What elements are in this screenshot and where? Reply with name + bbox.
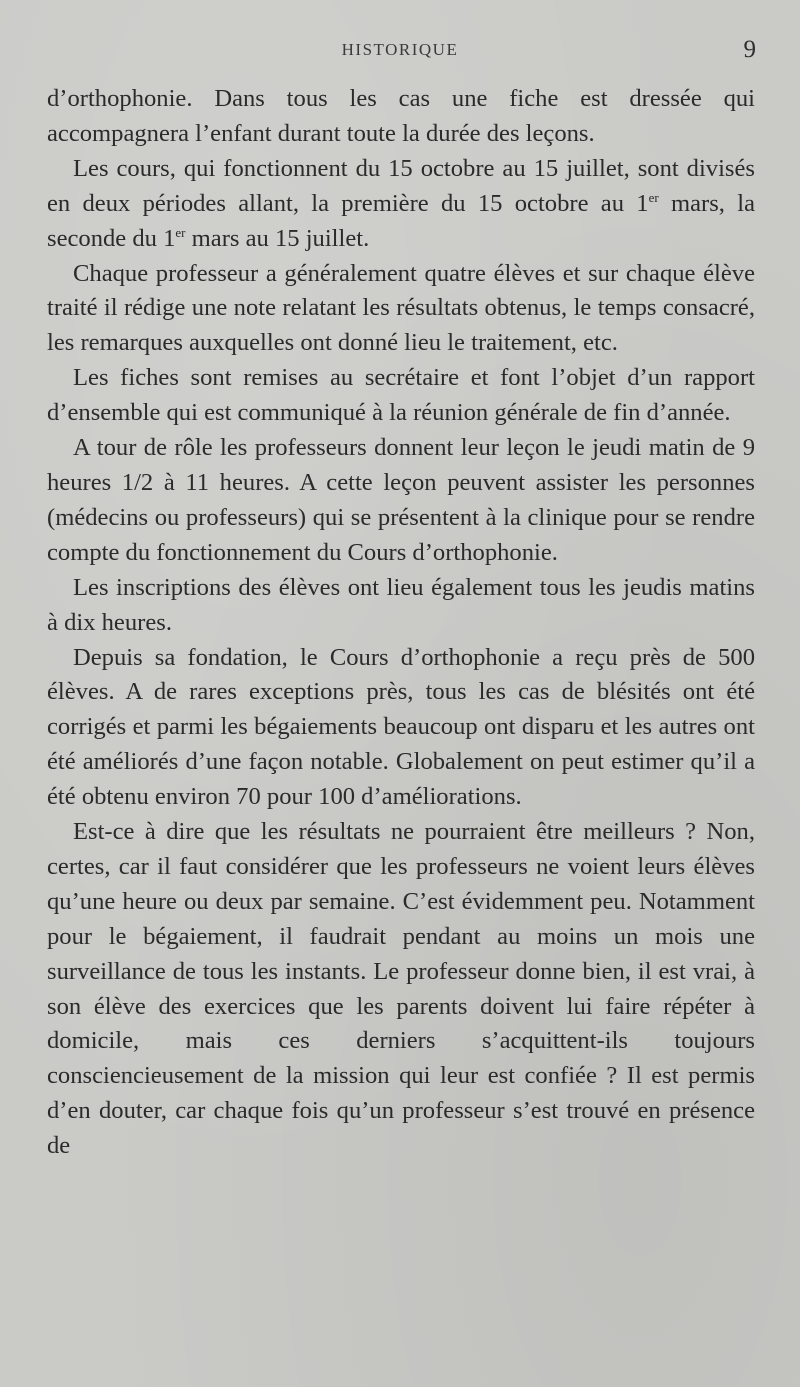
body-text <box>47 82 755 1164</box>
paragraph-professor-notes: Chaque professeur a généralement quatre élèves et sur chaque élève traité il rédige une note relatant les résultats obtenus, le temps consacré, les remarques auxquelles ont donné lieu le traitement, etc. <box>47 259 755 357</box>
paragraph-inscriptions: Les inscriptions des élèves ont lieu également tous les jeudis matins à dix heures. <box>47 573 755 636</box>
page-header <box>0 36 800 66</box>
paragraph-discussion: Est-ce à dire que les résultats ne pourraient être meilleurs ? Non, certes, car il faut considérer que les professeurs ne voient leurs élèves qu’une heure ou deux par semaine. C’est évidemment peu. Notamment pour le bégaiement, il faudrait pendant au moins un mois une surveillance de tous les instants. Le professeur donne bien, il est vrai, à son élève des exercices que les parents doivent lui faire répéter à domicile, mais ces derniers s’acquittent-ils toujours consciencieusement de la mission qui leur est confiée ? Il est permis d’en douter, car chaque fois qu’un professeur s’est trouvé en présence de <box>47 818 755 1160</box>
paragraph-continuation: d’orthophonie. Dans tous les cas une fiche est dressée qui accompagnera l’enfant durant toute la durée des leçons. <box>47 85 755 147</box>
paragraph-text: mars au 15 juillet. <box>185 224 370 252</box>
running-title: HISTORIQUE <box>341 40 459 59</box>
paragraph-text: mars, la seconde du 1 <box>47 189 755 252</box>
paragraph-report: Les fiches sont remises au secrétaire et font l’objet d’un rapport d’ensemble qui est communiqué à la réunion générale de fin d’année. <box>47 364 755 427</box>
paragraph-course-periods <box>47 152 755 257</box>
paragraph-text: Les cours, qui fonctionnent du 15 octobre au 15 juillet, sont divisés en deux périodes allant, la première du 15 octobre au 1 <box>47 154 755 217</box>
page-number: 9 <box>743 36 756 63</box>
superscript: er <box>648 189 659 205</box>
paragraph-results: Depuis sa fondation, le Cours d’orthophonie a reçu près de 500 élèves. A de rares exceptions près, tous les cas de blésités ont été corrigés et parmi les bégaiements beaucoup ont disparu et les autres ont été améliorés d’une façon notable. Globalement on peut estimer qu’il a été obtenu environ 70 pour 100 d’améliorations. <box>47 643 755 811</box>
superscript: er <box>175 224 186 240</box>
paragraph-lessons: A tour de rôle les professeurs donnent leur leçon le jeudi matin de 9 heures 1/2 à 11 heures. A cette leçon peuvent assister les personnes (médecins ou professeurs) qui se présentent à la clinique pour se rendre compte du fonctionnement du Cours d’orthophonie. <box>47 434 755 566</box>
